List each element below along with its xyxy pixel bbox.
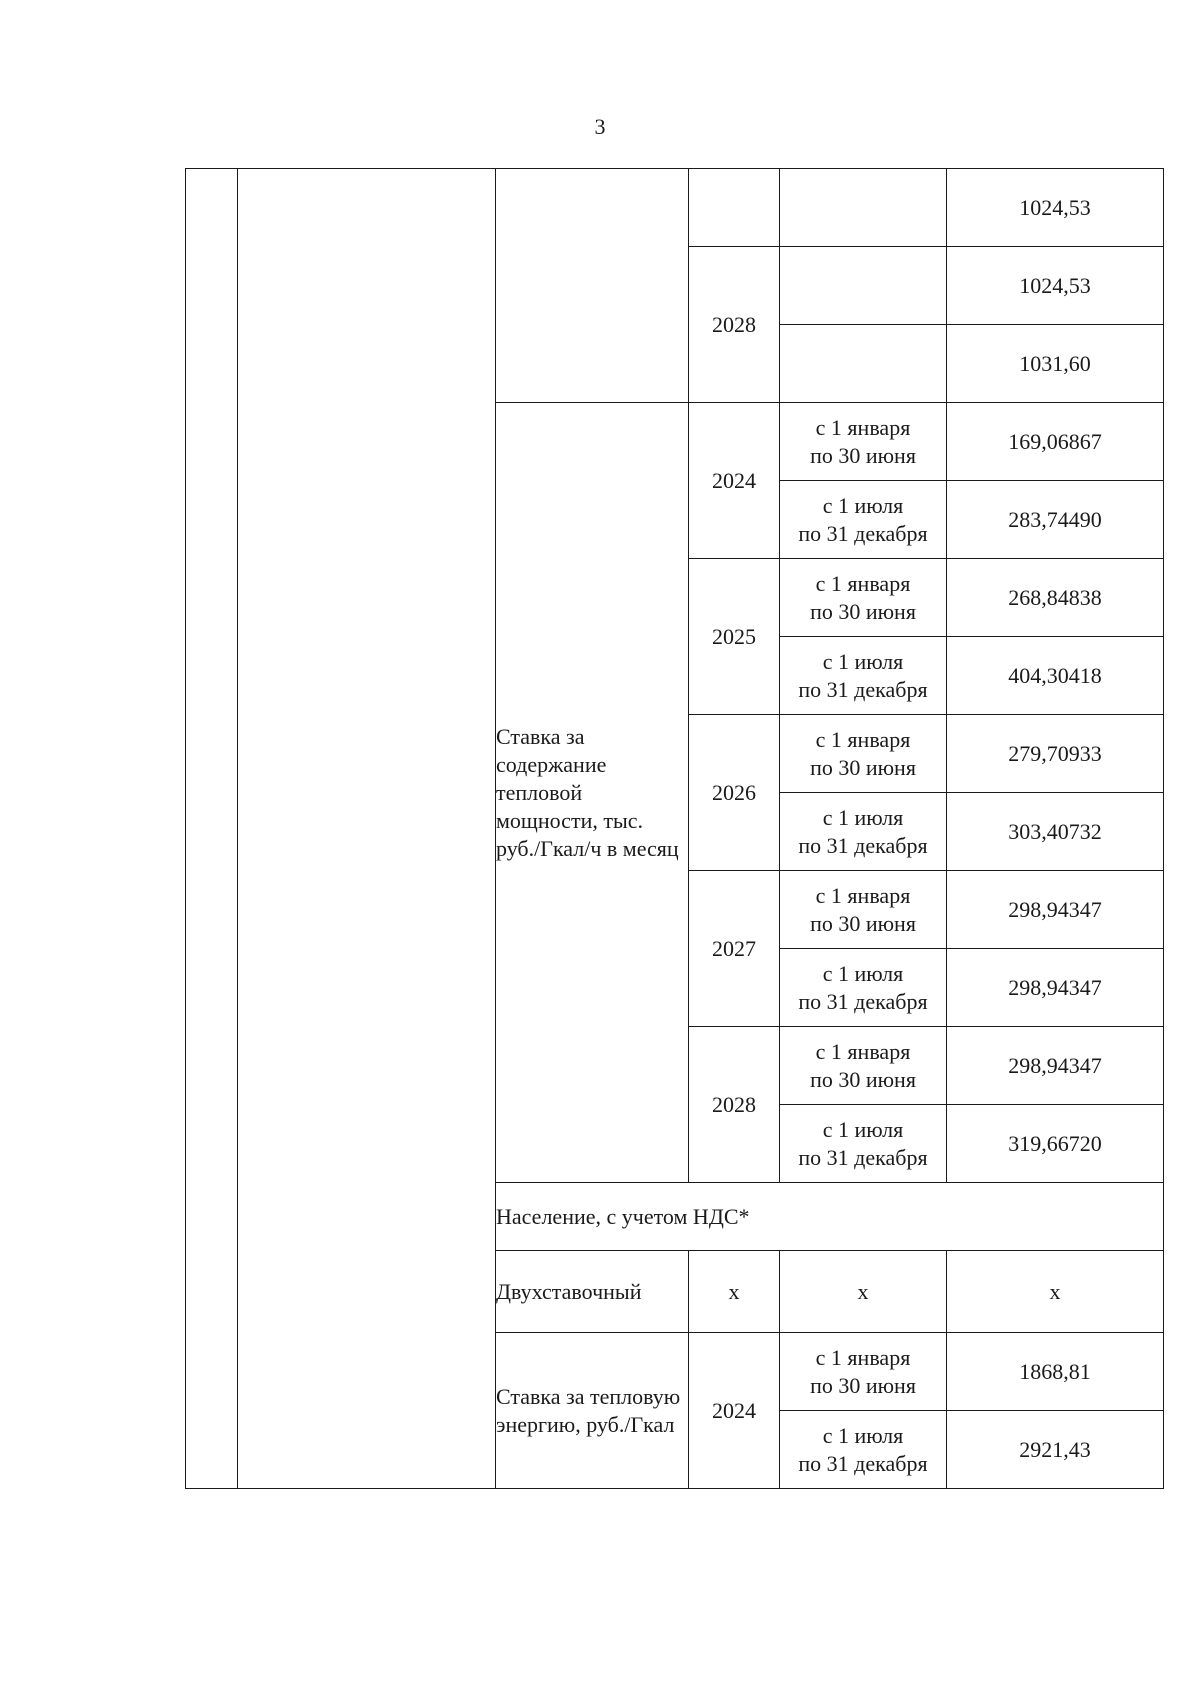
year-cell: 2027: [689, 871, 780, 1027]
period-start: с 1 июля: [822, 492, 904, 518]
period-end: по 30 июня: [810, 1066, 916, 1092]
number-column: [186, 169, 238, 1489]
period-cell: [780, 1027, 947, 1105]
page-number: 3: [594, 114, 606, 139]
period-cell: [780, 715, 947, 793]
period-end: по 31 декабря: [798, 988, 928, 1014]
value-cell: 268,84838: [947, 559, 1164, 637]
tariff-table-body: [186, 169, 1164, 1489]
two-rate-label: Двухставочный: [496, 1251, 689, 1333]
period-end: по 30 июня: [810, 1372, 916, 1398]
value-cell: 1024,53: [947, 169, 1164, 247]
value-cell: 279,70933: [947, 715, 1164, 793]
period-start: с 1 января: [815, 726, 911, 752]
period-end: по 31 декабря: [798, 1144, 928, 1170]
period-cell: [780, 325, 947, 403]
indicator-continuation: [496, 169, 689, 403]
period-end: по 31 декабря: [798, 1450, 928, 1476]
value-cell: 298,94347: [947, 1027, 1164, 1105]
period-start: с 1 июля: [822, 1422, 904, 1448]
value-cell: 1868,81: [947, 1333, 1164, 1411]
period-cell: [780, 559, 947, 637]
value-cell: 169,06867: [947, 403, 1164, 481]
indicator-energy-rate: Ставка за тепловую энергию, руб./Гкал: [496, 1333, 689, 1489]
period-end: по 30 июня: [810, 598, 916, 624]
value-cell: 2921,43: [947, 1411, 1164, 1489]
indicator-capacity-rate: Ставка за содержание тепловой мощности, тыс. руб./Гкал/ч в месяц: [496, 403, 689, 1183]
population-header: Население, с учетом НДС*: [496, 1183, 1164, 1251]
period-cell: [780, 481, 947, 559]
year-cell: [689, 169, 780, 247]
period-start: с 1 января: [815, 882, 911, 908]
value-cell: 303,40732: [947, 793, 1164, 871]
period-end: по 30 июня: [810, 442, 916, 468]
tariff-table: [185, 168, 1164, 1489]
value-cell: 298,94347: [947, 871, 1164, 949]
period-cell: х: [780, 1251, 947, 1333]
period-cell: [780, 403, 947, 481]
period-start: с 1 января: [815, 414, 911, 440]
period-cell: [780, 247, 947, 325]
period-end: по 31 декабря: [798, 676, 928, 702]
period-start: с 1 января: [815, 570, 911, 596]
year-cell: 2024: [689, 403, 780, 559]
year-cell: 2028: [689, 247, 780, 403]
organization-column: [238, 169, 496, 1489]
period-start: с 1 июля: [822, 648, 904, 674]
period-cell: [780, 169, 947, 247]
period-start: с 1 января: [815, 1344, 911, 1370]
period-cell: [780, 871, 947, 949]
year-cell: 2028: [689, 1027, 780, 1183]
period-cell: [780, 637, 947, 715]
value-cell: 298,94347: [947, 949, 1164, 1027]
period-cell: [780, 949, 947, 1027]
value-cell: 283,74490: [947, 481, 1164, 559]
period-start: с 1 июля: [822, 960, 904, 986]
period-start: с 1 января: [815, 1038, 911, 1064]
year-cell: 2025: [689, 559, 780, 715]
period-cell: [780, 1411, 947, 1489]
period-cell: [780, 1333, 947, 1411]
table-row: [186, 169, 1164, 247]
period-start: с 1 июля: [822, 1116, 904, 1142]
value-cell: 1024,53: [947, 247, 1164, 325]
period-end: по 30 июня: [810, 754, 916, 780]
year-cell: 2024: [689, 1333, 780, 1489]
value-cell: 404,30418: [947, 637, 1164, 715]
period-end: по 31 декабря: [798, 832, 928, 858]
year-cell: 2026: [689, 715, 780, 871]
period-start: с 1 июля: [822, 804, 904, 830]
period-end: по 31 декабря: [798, 520, 928, 546]
period-end: по 30 июня: [810, 910, 916, 936]
year-cell: х: [689, 1251, 780, 1333]
value-cell: х: [947, 1251, 1164, 1333]
period-cell: [780, 1105, 947, 1183]
value-cell: 1031,60: [947, 325, 1164, 403]
value-cell: 319,66720: [947, 1105, 1164, 1183]
period-cell: [780, 793, 947, 871]
